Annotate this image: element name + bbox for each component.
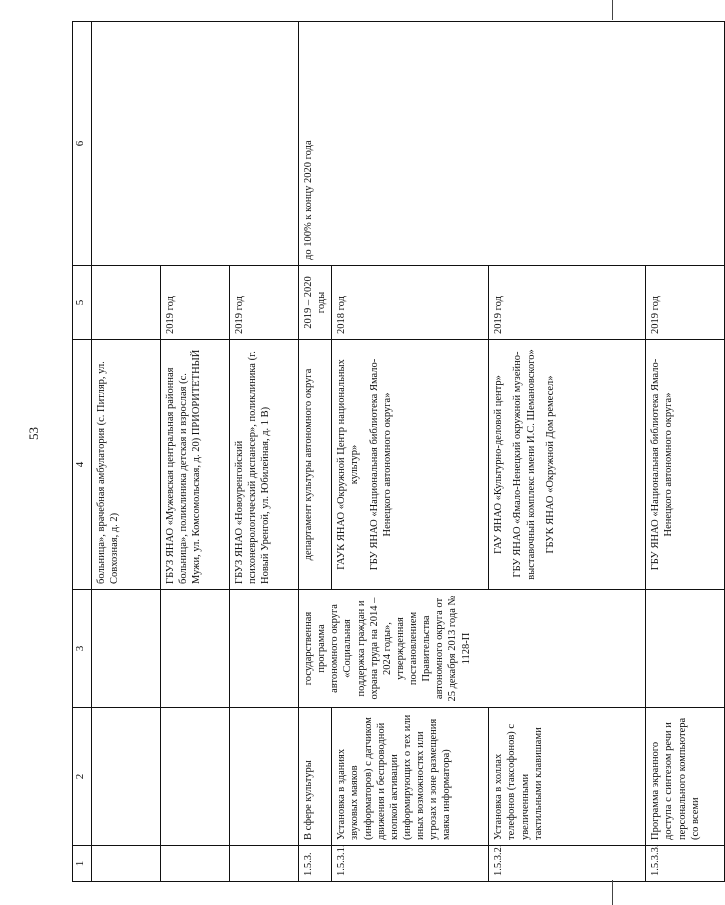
scan-edge-mark — [612, 880, 613, 905]
cell-executor: ГБУЗ ЯНАО «Мужевская центральная районная больница», поликлиника детская и взрослая (с. Мужи, ул. Комсомольская, д. 20) ПРИОРИТЕТНЫЙ — [161, 340, 230, 590]
cell-empty — [92, 590, 161, 708]
table-row-continuation — [92, 22, 161, 882]
cell-empty — [230, 708, 299, 846]
cell-empty — [161, 590, 230, 708]
cell-number: 1.5.3. — [299, 846, 332, 882]
cell-empty — [161, 708, 230, 846]
cell-year: 2019 год — [230, 266, 299, 340]
cell-number: 1.5.3.1. — [332, 846, 489, 882]
cell-year: 2019 год — [161, 266, 230, 340]
column-number-header: 4 — [73, 340, 92, 590]
cell-measure: Программа экранного доступа с синтезом речи и персонального компьютера (со всеми — [646, 708, 725, 846]
cell-period: 2019 – 2020 годы — [299, 266, 332, 340]
page-number: 53 — [26, 427, 41, 440]
measures-table — [72, 21, 725, 882]
executor-text: ГБУ ЯНАО «Ямало-Ненецкий окружной музейно-выставочный комплекс имени И.С. Шемановского» — [512, 349, 537, 580]
cell-empty — [230, 590, 299, 708]
scan-edge-mark — [612, 0, 613, 20]
cell-empty — [92, 846, 161, 882]
column-number-header: 5 — [73, 266, 92, 340]
cell-executor: больница», врачебная амбулатория (с. Питляр, ул. Совхозная, д. 2) — [92, 340, 161, 590]
cell-empty — [92, 22, 299, 266]
cell-executor: департамент культуры автономного округа — [299, 340, 332, 590]
cell-empty — [646, 590, 725, 708]
executor-text: ГБУК ЯНАО «Окружной Дом ремесел» — [544, 375, 556, 554]
cell-measure: Установка в холлах телефонов (таксофонов) с увеличенными тактильными клавишами — [489, 708, 646, 846]
cell-empty — [230, 846, 299, 882]
cell-target: до 100% к концу 2020 года — [299, 22, 725, 266]
cell-executor — [489, 340, 646, 590]
cell-section-title: В сфере культуры — [299, 708, 332, 846]
executor-text: ГАУ ЯНАО «Культурно-деловой центр» — [493, 375, 505, 554]
cell-empty — [92, 708, 161, 846]
cell-number: 1.5.3.2. — [489, 846, 646, 882]
cell-year: 2018 год — [332, 266, 489, 340]
column-number-header: 6 — [73, 22, 92, 266]
cell-executor — [332, 340, 489, 590]
column-number-header: 3 — [73, 590, 92, 708]
cell-executor: ГБУЗ ЯНАО «Новоуренгойский психоневрологический диспансер», поликлиника (г. Новый Уренгой, ул. Юбилейная, д. 1 В) — [230, 340, 299, 590]
table-row-section — [299, 22, 332, 882]
cell-program: государственная программа автономного округа «Социальная поддержка граждан и охрана труда на 2014 – 2024 годы», утвержденная постановлением Правительства автономного округа от 25 декабря 2013 года № 1128-П — [299, 590, 646, 708]
cell-year — [92, 266, 161, 340]
column-number-row — [73, 22, 92, 882]
cell-executor: ГБУ ЯНАО «Национальная библиотека Ямало-Ненецкого автономного округа» — [646, 340, 725, 590]
column-number-header: 2 — [73, 708, 92, 846]
column-number-header: 1 — [73, 846, 92, 882]
executor-text: ГБУ ЯНАО «Национальная библиотека Ямало-Ненецкого автономного округа» — [368, 358, 393, 571]
executor-text: ГАУК ЯНАО «Окружной Центр национальных культур» — [336, 359, 361, 570]
cell-year: 2019 год — [646, 266, 725, 340]
cell-number: 1.5.3.3. — [646, 846, 725, 882]
cell-empty — [161, 846, 230, 882]
cell-measure: Установка в зданиях звуковых маяков (информаторов) с датчиком движения и беспроводной кнопкой активации (информирующих о тех или иных возможностях или угрозах и зоне размещения маяка информатора) — [332, 708, 489, 846]
cell-year: 2019 год — [489, 266, 646, 340]
rotated-table-wrapper — [72, 22, 701, 882]
